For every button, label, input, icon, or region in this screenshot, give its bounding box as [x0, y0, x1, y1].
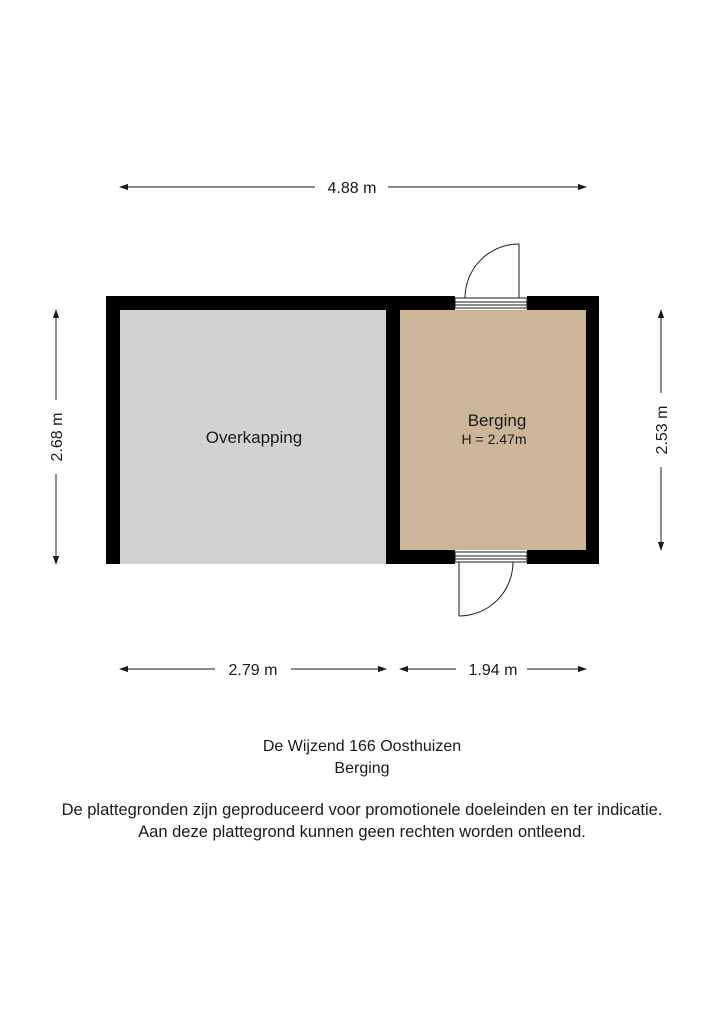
- wall-left: [106, 296, 120, 564]
- wall-divider: [386, 296, 400, 564]
- dimension-right-height: [654, 310, 671, 550]
- disclaimer-line-2: Aan deze plattegrond kunnen geen rechten worden ontleend.: [138, 823, 586, 841]
- wall-right: [586, 296, 599, 564]
- wall-top-left: [106, 296, 455, 310]
- room-label-overkapping: Overkapping: [205, 428, 303, 447]
- room-label-berging: Berging: [467, 411, 527, 430]
- caption-address: De Wijzend 166 Oosthuizen: [262, 738, 462, 755]
- dimension-left-height-label: 2.68 m: [49, 412, 66, 462]
- dimension-berging-width: [400, 662, 586, 679]
- wall-bottom-left: [386, 550, 455, 564]
- dimension-berging-width-label: 1.94 m: [468, 662, 518, 679]
- wall-bottom-right: [527, 550, 599, 564]
- door-top: [455, 244, 527, 308]
- dimension-total-width: [120, 180, 586, 197]
- dimension-total-width-label: 4.88 m: [327, 180, 377, 197]
- room-height-berging: H = 2.47m: [461, 431, 527, 447]
- caption: [0, 736, 724, 780]
- disclaimer: [0, 799, 724, 843]
- dimension-overkapping-width-label: 2.79 m: [228, 662, 278, 679]
- berging-floor: [400, 310, 586, 550]
- disclaimer-line-1: De plattegronden zijn geproduceerd voor promotionele doeleinden en ter indicatie.: [61, 801, 663, 819]
- caption-floor: Berging: [334, 760, 390, 777]
- dimension-overkapping-width: [120, 662, 386, 679]
- dimension-left-height: [49, 310, 66, 564]
- dimension-right-height-label: 2.53 m: [654, 405, 671, 455]
- door-bottom: [455, 552, 527, 616]
